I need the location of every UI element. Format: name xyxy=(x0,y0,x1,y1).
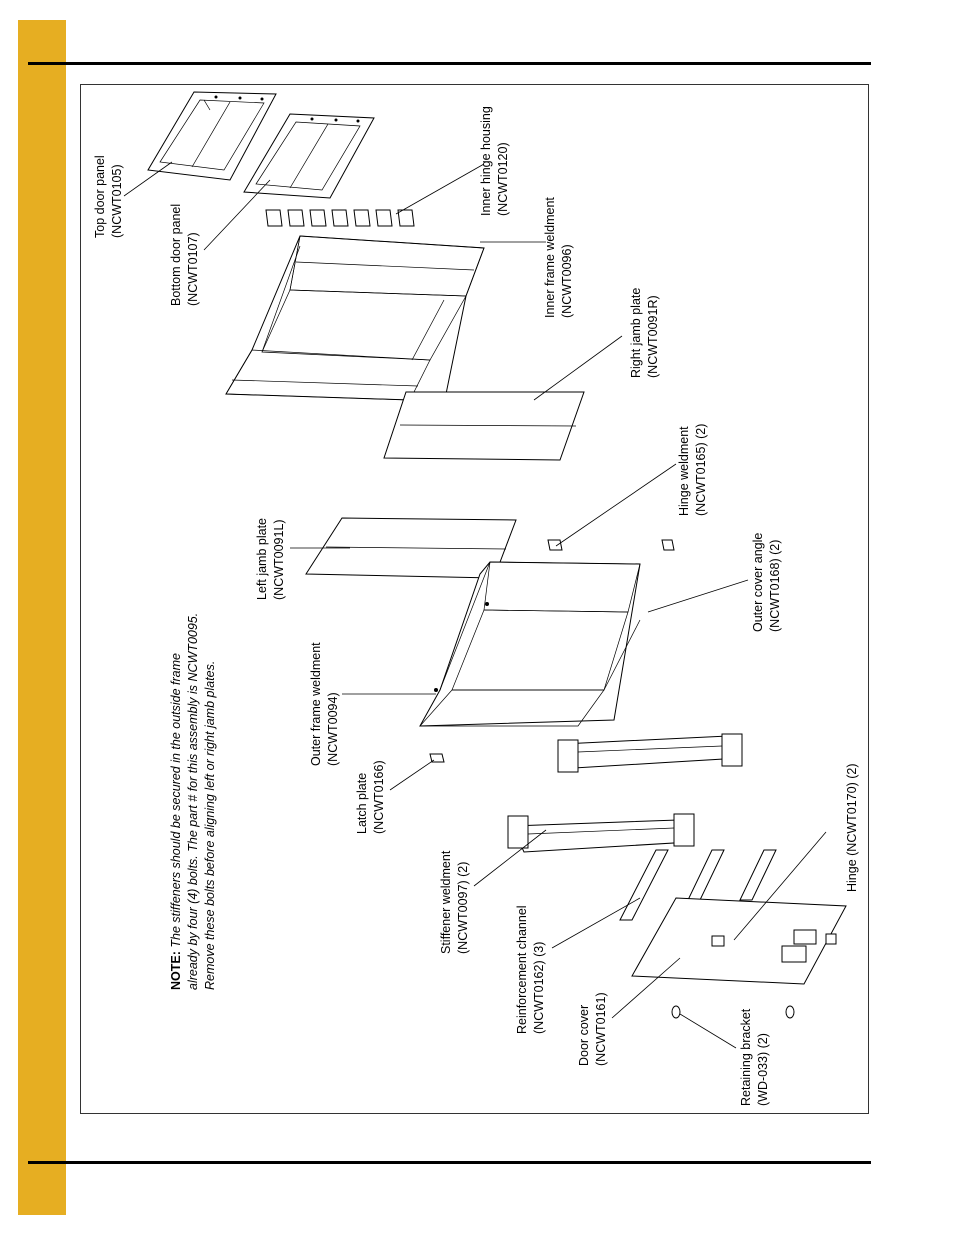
inner-frame-weldment-part xyxy=(226,236,484,400)
label-bottom-door-panel: Bottom door panel xyxy=(169,203,183,306)
top-door-panel-part xyxy=(148,92,276,180)
label-top-door-panel-part: (NCWT0105) xyxy=(110,164,124,238)
label-left-jamb-plate: Left jamb plate xyxy=(255,518,269,600)
label-stiffener-weldment: Stiffener weldment xyxy=(439,850,453,954)
retaining-bracket-parts xyxy=(672,1006,794,1018)
label-right-jamb-plate-part: (NCWT0091R) xyxy=(646,295,660,378)
door-cover-part xyxy=(632,898,846,984)
label-inner-hinge-housing-part: (NCWT0120) xyxy=(496,142,510,216)
latch-plate-part xyxy=(430,754,444,762)
label-outer-frame-weldment: Outer frame weldment xyxy=(309,642,323,766)
label-latch-plate: Latch plate xyxy=(355,772,369,834)
label-left-jamb-plate-part: (NCWT0091L) xyxy=(272,519,286,600)
label-reinforcement-channel: Reinforcement channel xyxy=(515,905,529,1034)
label-inner-hinge-housing: Inner hinge housing xyxy=(479,106,493,216)
label-stiffener-weldment-part: (NCWT0097) (2) xyxy=(456,861,470,954)
label-hinge: Hinge (NCWT0170) (2) xyxy=(845,763,859,892)
label-retaining-bracket-part: (WD-033) (2) xyxy=(756,1033,770,1106)
inner-hinge-housing-parts xyxy=(266,210,414,226)
label-outer-cover-angle-part: (NCWT0168) (2) xyxy=(768,539,782,632)
label-outer-cover-angle: Outer cover angle xyxy=(751,532,765,632)
note-line-2: already by four (4) bolts. The part # for this assembly is NCWT0095. xyxy=(186,612,200,990)
label-inner-frame-weldment: Inner frame weldment xyxy=(543,197,557,318)
label-bottom-door-panel-part: (NCWT0107) xyxy=(186,232,200,306)
hinge-weldment-parts xyxy=(548,540,674,550)
label-door-cover: Door cover xyxy=(577,1004,591,1066)
note-text-1: The stiffeners should be secured in the outside frame xyxy=(169,653,183,952)
note-label: NOTE: xyxy=(169,951,183,990)
label-hinge-weldment: Hinge weldment xyxy=(677,426,691,516)
label-hinge-weldment-part: (NCWT0165) (2) xyxy=(694,423,708,516)
stiffener-weldment-part-1 xyxy=(558,734,742,772)
stiffener-weldment-part-2 xyxy=(508,814,694,852)
bottom-door-panel-part xyxy=(244,114,374,198)
label-door-cover-part: (NCWT0161) xyxy=(594,992,608,1066)
label-top-door-panel: Top door panel xyxy=(93,155,107,238)
right-jamb-plate-part xyxy=(384,392,584,460)
outer-frame-weldment-part xyxy=(420,562,640,726)
label-reinforcement-channel-part: (NCWT0162) (3) xyxy=(532,941,546,1034)
note-line-1 xyxy=(169,653,183,990)
label-right-jamb-plate: Right jamb plate xyxy=(629,287,643,378)
note-line-3: Remove these bolts before aligning left or right jamb plates. xyxy=(203,660,217,990)
label-retaining-bracket: Retaining bracket xyxy=(739,1008,753,1106)
label-outer-frame-weldment-part: (NCWT0094) xyxy=(326,692,340,766)
label-inner-frame-weldment-part: (NCWT0096) xyxy=(560,244,574,318)
label-latch-plate-part: (NCWT0166) xyxy=(372,760,386,834)
